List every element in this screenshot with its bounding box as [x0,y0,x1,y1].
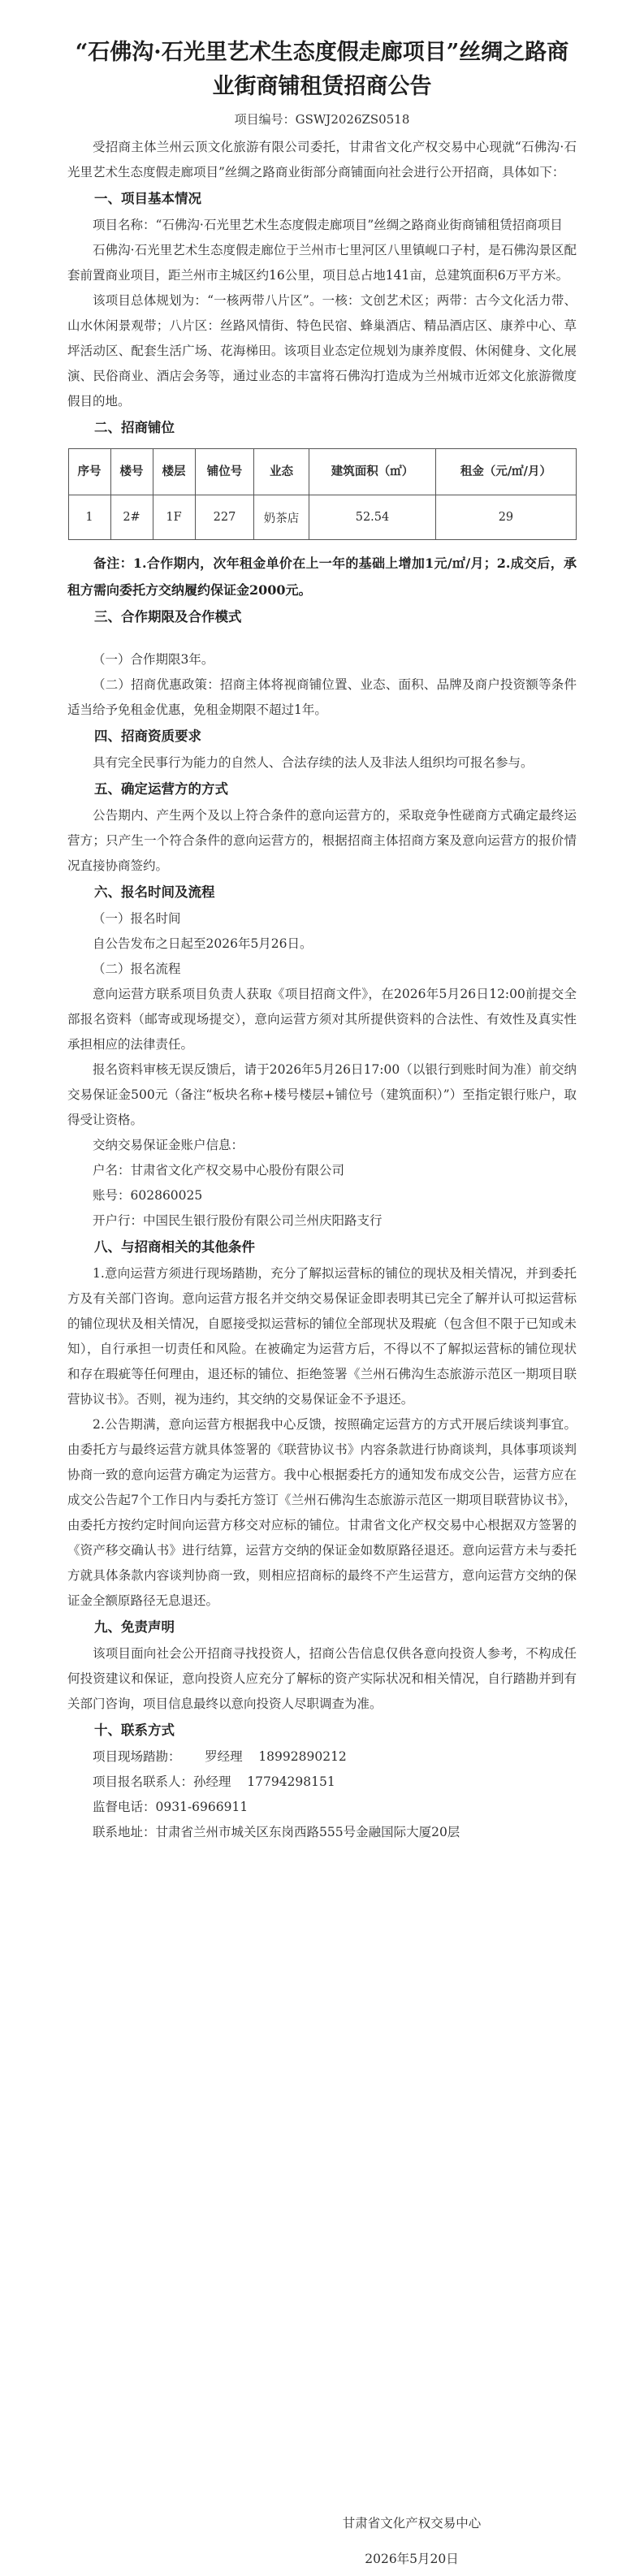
section-8-heading: 八、与招商相关的其他条件 [94,1239,255,1255]
section-1-location: 石佛沟·石光里艺术生态度假走廊位于兰州市七里河区八里镇岘口子村，是石佛沟景区配套前置商业项目，距兰州市主城区约16公里，项目总占地141亩，总建筑面积6万平方米。 [67,243,577,283]
section-3-policy: （二）招商优惠政策：招商主体将视商铺位置、业态、面积、品牌及商户投资额等条件适当给予免租金优惠，免租金期限不超过1年。 [67,677,577,717]
shop-lease-table [68,448,577,540]
section-1-planning: 该项目总体规划为：“一核两带八片区”。一核：文创艺术区；两带：古今文化活力带、山水休闲景观带；八片区：丝路风情街、特色民宿、蜂巢酒店、精品酒店区、康养中心、草坪活动区、配套生活广场、花海梯田。该项目业态定位规划为康养度假、休闲健身、文化展演、民俗商业、酒店会务等，通过业态的丰富将石佛沟打造成为兰州城市近郊文化旅游微度假目的地。 [67,293,577,408]
col-header-business: 业态 [254,449,309,495]
project-code: 项目编号：GSWJ2026ZS0518 [234,112,410,127]
col-header-floor: 楼层 [153,449,195,495]
cell-floor: 1F [153,495,195,540]
bank-info-title: 交纳交易保证金账户信息： [93,1138,244,1152]
section-2-note: 备注：1.合作期内，次年租金单价在上一年的基础上增加1元/㎡/月；2.成交后，承租方需向委托方交纳履约保证金2000元。 [67,555,577,598]
section-8-negotiation: 2.公告期满，意向运营方根据我中心反馈，按照确定运营方的方式开展后续谈判事宜。由委托方与最终运营方就具体签署的《联营协议书》内容条款进行协商谈判，具体事项谈判协商一致的意向运营方确定为运营方。我中心根据委托方的通知发布成交公告，运营方应在成交公告起7个工作日内与委托方签订《兰州石佛沟生态旅游示范区一期项目联营协议书》，由委托方按约定时间向运营方移交对应标的铺位。甘肃省文化产权交易中心根据双方签署的《资产移交确认书》进行结算，运营方交纳的保证金如数原路径退还。意向运营方未与委托方就具体条款内容谈判协商一致，则相应招商标的最终不产生运营方，意向运营方交纳的保证金全额原路径无息退还。 [67,1417,577,1608]
bank-account-name: 户名：甘肃省文化产权交易中心股份有限公司 [93,1163,345,1178]
section-4-heading: 四、招商资质要求 [94,728,201,744]
col-header-building: 楼号 [110,449,153,495]
contact-reg-label: 项目报名联系人： [93,1774,194,1789]
section-5-method: 公告期内、产生两个及以上符合条件的意向运营方的，采取竞争性磋商方式确定最终运营方；只产生一个符合条件的意向运营方的，根据招商主体招商方案及意向运营方的报价情况直接协商签约。 [67,808,577,873]
section-10-heading: 十、联系方式 [94,1722,175,1738]
section-2-heading: 二、招商铺位 [94,420,175,435]
section-1-heading: 一、项目基本情况 [94,191,201,206]
col-header-area: 建筑面积（㎡） [309,449,436,495]
signature-org: 甘肃省文化产权交易中心 [342,2516,482,2531]
intro-paragraph: 受招商主体兰州云顶文化旅游有限公司委托，甘肃省文化产权交易中心现就“石佛沟·石光里艺术生态度假走廊项目”丝绸之路商业街部分商铺面向社会进行公开招商，具体如下： [67,140,577,179]
section-6-sub-process: （二）报名流程 [93,962,181,976]
table-header-row [68,449,576,495]
contact-address: 联系地址：甘肃省兰州市城关区东岗西路555号金融国际大厦20层 [93,1825,460,1839]
table-row [68,495,576,540]
section-9-heading: 九、免责声明 [94,1619,175,1635]
section-6-sub-time: （一）报名时间 [93,911,181,926]
section-8-inspection: 1.意向运营方须进行现场踏勘，充分了解拟运营标的铺位的现状及相关情况，并到委托方及有关部门咨询。意向运营方报名并交纳交易保证金即表明其已完全了解并认可拟运营标的铺位现状及相关情况，自愿接受拟运营标的铺位全部现状及瑕疵（包含但不限于已知或未知），自行承担一切责任和风险。在被确定为运营方后，不得以不了解拟运营标的铺位现状和存在瑕疵等任何理由，退还标的铺位、拒绝签署《兰州石佛沟生态旅游示范区一期项目联营协议书》。否则，视为违约，其交纳的交易保证金不予退还。 [67,1266,577,1407]
section-6-time: 自公告发布之日起至2026年5月26日。 [93,936,313,951]
section-3-term: （一）合作期限3年。 [93,652,214,667]
cell-rent: 29 [436,495,576,540]
col-header-rent: 租金（元/㎡/月） [436,449,576,495]
contact-reg-phone: 17794298151 [247,1774,335,1789]
cell-business: 奶茶店 [254,495,309,540]
section-1-project-name: 项目名称：“石佛沟·石光里艺术生态度假走廊项目”丝绸之路商业街商铺租赁招商项目 [93,218,563,232]
section-6-deposit: 报名资料审核无误反馈后，请于2026年5月26日17:00（以银行到账时间为准）前交纳交易保证金500元（备注“板块名称+楼号楼层+铺位号（建筑面积）”）至指定银行账户，取得受让资格。 [67,1062,577,1127]
contact-supervision-phone: 监督电话：0931-6966911 [93,1800,249,1814]
contact-reg-name: 孙经理 [193,1774,231,1789]
spacer [67,631,577,647]
contact-site-phone: 18992890212 [258,1749,347,1764]
section-6-process: 意向运营方联系项目负责人获取《项目招商文件》，在2026年5月26日12:00前提交全部报名资料（邮寄或现场提交），意向运营方须对其所提供资料的合法性、有效性及真实性承担相应的法律责任。 [67,987,577,1052]
contact-site-inspection [67,1744,577,1770]
cell-shop-no: 227 [195,495,254,540]
cell-building: 2# [110,495,153,540]
bank-name: 开户行：中国民生银行股份有限公司兰州庆阳路支行 [93,1213,383,1228]
section-3-heading: 三、合作期限及合作模式 [94,609,242,625]
signature-date: 2026年5月20日 [365,2552,459,2566]
contact-site-label: 项目现场踏勘： [93,1749,181,1764]
section-6-heading: 六、报名时间及流程 [94,884,215,900]
cell-area: 52.54 [309,495,436,540]
bank-account-number: 账号：602860025 [93,1188,203,1203]
document-title: “石佛沟·石光里艺术生态度假走廊项目”丝绸之路商业街商铺租赁招商公告 [75,40,569,99]
section-5-heading: 五、确定运营方的方式 [94,781,228,797]
section-4-qualification: 具有完全民事行为能力的自然人、合法存续的法人及非法人组织均可报名参与。 [93,755,534,770]
contact-registration [67,1770,577,1795]
col-header-index: 序号 [68,449,110,495]
contact-site-name: 罗经理 [205,1749,243,1764]
cell-index: 1 [68,495,110,540]
col-header-shop-no: 铺位号 [195,449,254,495]
section-9-disclaimer: 该项目面向社会公开招商寻找投资人，招商公告信息仅供各意向投资人参考，不构成任何投资建议和保证，意向投资人应充分了解标的资产实际状况和相关情况，自行踏勘并到有关部门咨询，项目信息最终以意向投资人尽职调查为准。 [67,1646,577,1711]
